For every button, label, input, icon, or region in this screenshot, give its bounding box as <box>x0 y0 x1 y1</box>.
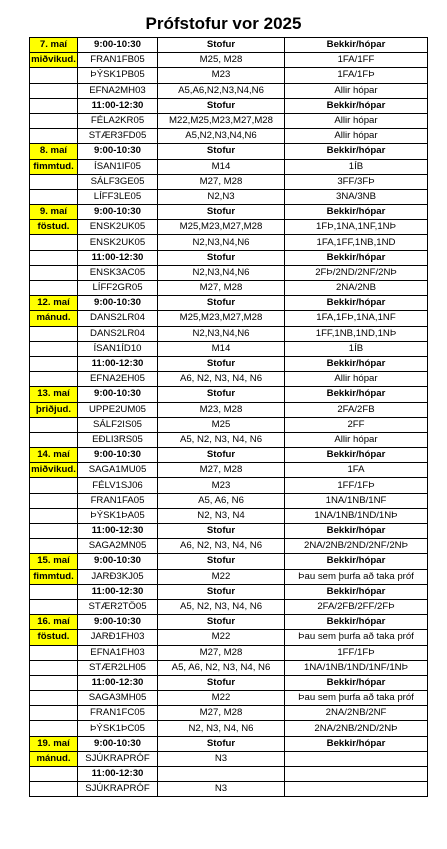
rooms-cell: M27, M28 <box>158 174 285 189</box>
course-code-cell: EFNA2EH05 <box>78 372 158 387</box>
date-cell: 12. maí <box>30 296 78 311</box>
rooms-cell: M23, M28 <box>158 402 285 417</box>
course-code-cell: FRAN1FC05 <box>78 706 158 721</box>
course-code-cell: JARÐ1FH03 <box>78 630 158 645</box>
rooms-cell: M27, M28 <box>158 706 285 721</box>
groups-cell: Allir hópar <box>285 372 428 387</box>
exam-row <box>30 539 428 554</box>
rooms-cell: Stofur <box>158 675 285 690</box>
course-code-cell: SAGA1MU05 <box>78 463 158 478</box>
groups-cell: Bekkir/hópar <box>285 205 428 220</box>
course-code-cell: SJÚKRAPRÓF <box>78 751 158 766</box>
groups-cell: 2NA/2NB/2NF <box>285 706 428 721</box>
exam-row <box>30 220 428 235</box>
groups-cell: 1FF/1FÞ <box>285 478 428 493</box>
exam-row <box>30 341 428 356</box>
date-cell: fimmtud. <box>30 159 78 174</box>
exam-row <box>30 706 428 721</box>
course-code-cell: SJÚKRAPRÓF <box>78 782 158 797</box>
course-code-cell: SÁLF2IS05 <box>78 417 158 432</box>
date-cell <box>30 372 78 387</box>
rooms-cell: M22,M25,M23,M27,M28 <box>158 113 285 128</box>
rooms-cell: Stofur <box>158 98 285 113</box>
session-header-row <box>30 524 428 539</box>
groups-cell: 2FA/2FB/2FF/2FÞ <box>285 599 428 614</box>
rooms-cell: M22 <box>158 630 285 645</box>
date-cell <box>30 478 78 493</box>
date-cell <box>30 83 78 98</box>
course-code-cell: ÍSAN1IF05 <box>78 159 158 174</box>
rooms-cell: M27, M28 <box>158 463 285 478</box>
date-cell <box>30 767 78 782</box>
groups-cell: Bekkir/hópar <box>285 296 428 311</box>
groups-cell: Bekkir/hópar <box>285 675 428 690</box>
rooms-cell: A5,A6,N2,N3,N4,N6 <box>158 83 285 98</box>
course-code-cell: ÞÝSK1PB05 <box>78 68 158 83</box>
exam-schedule-table <box>29 37 428 797</box>
exam-row <box>30 508 428 523</box>
rooms-cell: M25,M23,M27,M28 <box>158 220 285 235</box>
date-cell: þriðjud. <box>30 402 78 417</box>
exam-row <box>30 265 428 280</box>
course-code-cell: LÍFF2GR05 <box>78 281 158 296</box>
rooms-cell: N2, N3, N4 <box>158 508 285 523</box>
groups-cell: Þau sem þurfa að taka próf <box>285 630 428 645</box>
groups-cell: Þau sem þurfa að taka próf <box>285 691 428 706</box>
course-code-cell: FÉLV1SJ06 <box>78 478 158 493</box>
time-slot-cell: 9:00-10:30 <box>78 448 158 463</box>
exam-row <box>30 311 428 326</box>
session-header-row <box>30 767 428 782</box>
rooms-cell: M25, M28 <box>158 53 285 68</box>
groups-cell: 1FÞ,1NA,1NF,1NÞ <box>285 220 428 235</box>
date-cell: 7. maí <box>30 38 78 53</box>
date-cell <box>30 432 78 447</box>
session-header-row <box>30 615 428 630</box>
course-code-cell: STÆR2LH05 <box>78 660 158 675</box>
course-code-cell: EFNA1FH03 <box>78 645 158 660</box>
session-header-row <box>30 448 428 463</box>
groups-cell: Bekkir/hópar <box>285 524 428 539</box>
groups-cell: Bekkir/hópar <box>285 584 428 599</box>
time-slot-cell: 11:00-12:30 <box>78 767 158 782</box>
exam-row <box>30 174 428 189</box>
groups-cell: Allir hópar <box>285 83 428 98</box>
rooms-cell: Stofur <box>158 736 285 751</box>
groups-cell: Bekkir/hópar <box>285 736 428 751</box>
date-cell <box>30 660 78 675</box>
course-code-cell: SAGA2MN05 <box>78 539 158 554</box>
exam-row <box>30 569 428 584</box>
date-cell: miðvikud. <box>30 53 78 68</box>
rooms-cell: A6, N2, N3, N4, N6 <box>158 539 285 554</box>
groups-cell <box>285 767 428 782</box>
groups-cell: Bekkir/hópar <box>285 38 428 53</box>
rooms-cell: A5, A6, N6 <box>158 493 285 508</box>
groups-cell: 2FA/2FB <box>285 402 428 417</box>
course-code-cell: ENSK2UK05 <box>78 235 158 250</box>
exam-row <box>30 235 428 250</box>
groups-cell: 2NA/2NB/2ND/2NÞ <box>285 721 428 736</box>
time-slot-cell: 9:00-10:30 <box>78 736 158 751</box>
date-cell: 14. maí <box>30 448 78 463</box>
rooms-cell: M23 <box>158 478 285 493</box>
date-cell <box>30 782 78 797</box>
exam-row <box>30 417 428 432</box>
date-cell: mánud. <box>30 311 78 326</box>
course-code-cell: ÍSAN1ÍD10 <box>78 341 158 356</box>
date-cell <box>30 189 78 204</box>
course-code-cell: ENSK2UK05 <box>78 220 158 235</box>
groups-cell: Bekkir/hópar <box>285 554 428 569</box>
groups-cell: 3NA/3NB <box>285 189 428 204</box>
rooms-cell: M27, M28 <box>158 281 285 296</box>
groups-cell <box>285 782 428 797</box>
exam-row <box>30 53 428 68</box>
rooms-cell: N3 <box>158 751 285 766</box>
course-code-cell: ENSK3AC05 <box>78 265 158 280</box>
course-code-cell: EFNA2MH03 <box>78 83 158 98</box>
date-cell <box>30 584 78 599</box>
groups-cell: 2FÞ/2ND/2NF/2NÞ <box>285 265 428 280</box>
rooms-cell: A5, A6, N2, N3, N4, N6 <box>158 660 285 675</box>
exam-row <box>30 630 428 645</box>
rooms-cell: Stofur <box>158 250 285 265</box>
exam-row <box>30 432 428 447</box>
time-slot-cell: 11:00-12:30 <box>78 524 158 539</box>
exam-row <box>30 68 428 83</box>
rooms-cell: Stofur <box>158 584 285 599</box>
groups-cell: 1ÍB <box>285 341 428 356</box>
groups-cell: Bekkir/hópar <box>285 144 428 159</box>
date-cell: 15. maí <box>30 554 78 569</box>
time-slot-cell: 9:00-10:30 <box>78 38 158 53</box>
exam-row <box>30 478 428 493</box>
groups-cell: 1ÍB <box>285 159 428 174</box>
time-slot-cell: 9:00-10:30 <box>78 554 158 569</box>
session-header-row <box>30 296 428 311</box>
groups-cell: Allir hópar <box>285 432 428 447</box>
date-cell <box>30 524 78 539</box>
course-code-cell: EÐLI3RS05 <box>78 432 158 447</box>
time-slot-cell: 9:00-10:30 <box>78 387 158 402</box>
course-code-cell: DANS2LR04 <box>78 311 158 326</box>
date-cell <box>30 265 78 280</box>
date-cell <box>30 174 78 189</box>
date-cell <box>30 250 78 265</box>
course-code-cell: ÞÝSK1ÞC05 <box>78 721 158 736</box>
course-code-cell: SAGA3MH05 <box>78 691 158 706</box>
groups-cell: Allir hópar <box>285 113 428 128</box>
date-cell <box>30 356 78 371</box>
groups-cell: Bekkir/hópar <box>285 250 428 265</box>
course-code-cell: DANS2LR04 <box>78 326 158 341</box>
exam-row <box>30 326 428 341</box>
rooms-cell: M23 <box>158 68 285 83</box>
time-slot-cell: 9:00-10:30 <box>78 205 158 220</box>
date-cell <box>30 645 78 660</box>
rooms-cell: Stofur <box>158 615 285 630</box>
course-code-cell: UPPE2UM05 <box>78 402 158 417</box>
exam-row <box>30 493 428 508</box>
time-slot-cell: 11:00-12:30 <box>78 675 158 690</box>
page-title: Prófstofur vor 2025 <box>145 14 302 33</box>
groups-cell: 3FF/3FÞ <box>285 174 428 189</box>
exam-row <box>30 599 428 614</box>
course-code-cell: FRAN1FA05 <box>78 493 158 508</box>
course-code-cell: LÍFF3LE05 <box>78 189 158 204</box>
groups-cell: Bekkir/hópar <box>285 448 428 463</box>
exam-row <box>30 721 428 736</box>
groups-cell <box>285 751 428 766</box>
time-slot-cell: 11:00-12:30 <box>78 356 158 371</box>
rooms-cell: M14 <box>158 159 285 174</box>
date-cell <box>30 326 78 341</box>
groups-cell: 1NA/1NB/1NF <box>285 493 428 508</box>
groups-cell: 1FA/1FF <box>285 53 428 68</box>
groups-cell: 1FF/1FÞ <box>285 645 428 660</box>
date-cell <box>30 98 78 113</box>
exam-row <box>30 189 428 204</box>
course-code-cell: JARÐ3KJ05 <box>78 569 158 584</box>
exam-row <box>30 402 428 417</box>
groups-cell: 2FF <box>285 417 428 432</box>
session-header-row <box>30 356 428 371</box>
rooms-cell: N2,N3 <box>158 189 285 204</box>
date-cell <box>30 341 78 356</box>
rooms-cell: A5, N2, N3, N4, N6 <box>158 432 285 447</box>
rooms-cell: N2, N3, N4, N6 <box>158 721 285 736</box>
rooms-cell: N2,N3,N4,N6 <box>158 235 285 250</box>
course-code-cell: ÞÝSK1ÞA05 <box>78 508 158 523</box>
session-header-row <box>30 250 428 265</box>
rooms-cell: M14 <box>158 341 285 356</box>
groups-cell: Bekkir/hópar <box>285 615 428 630</box>
date-cell <box>30 113 78 128</box>
rooms-cell: M25,M23,M27,M28 <box>158 311 285 326</box>
groups-cell: 1NA/1NB/1ND/1NF/1NÞ <box>285 660 428 675</box>
time-slot-cell: 11:00-12:30 <box>78 250 158 265</box>
rooms-cell: N2,N3,N4,N6 <box>158 265 285 280</box>
groups-cell: 2NA/2NB/2ND/2NF/2NÞ <box>285 539 428 554</box>
groups-cell: 1FF,1NB,1ND,1NÞ <box>285 326 428 341</box>
rooms-cell <box>158 767 285 782</box>
course-code-cell: FRAN1FB05 <box>78 53 158 68</box>
rooms-cell: Stofur <box>158 524 285 539</box>
course-code-cell: STÆR3FD05 <box>78 129 158 144</box>
date-cell: föstud. <box>30 630 78 645</box>
session-header-row <box>30 205 428 220</box>
session-header-row <box>30 584 428 599</box>
schedule-body <box>30 38 428 797</box>
rooms-cell: Stofur <box>158 356 285 371</box>
exam-row <box>30 645 428 660</box>
date-cell: 19. maí <box>30 736 78 751</box>
exam-row <box>30 691 428 706</box>
groups-cell: 1FA,1FF,1NB,1ND <box>285 235 428 250</box>
exam-row <box>30 129 428 144</box>
rooms-cell: M25 <box>158 417 285 432</box>
exam-row <box>30 281 428 296</box>
session-header-row <box>30 387 428 402</box>
rooms-cell: A6, N2, N3, N4, N6 <box>158 372 285 387</box>
exam-row <box>30 751 428 766</box>
rooms-cell: N2,N3,N4,N6 <box>158 326 285 341</box>
groups-cell: Bekkir/hópar <box>285 356 428 371</box>
time-slot-cell: 9:00-10:30 <box>78 615 158 630</box>
groups-cell: Allir hópar <box>285 129 428 144</box>
date-cell: fimmtud. <box>30 569 78 584</box>
time-slot-cell: 9:00-10:30 <box>78 296 158 311</box>
rooms-cell: M22 <box>158 569 285 584</box>
date-cell <box>30 235 78 250</box>
session-header-row <box>30 675 428 690</box>
groups-cell: Bekkir/hópar <box>285 98 428 113</box>
rooms-cell: M22 <box>158 691 285 706</box>
time-slot-cell: 11:00-12:30 <box>78 584 158 599</box>
date-cell <box>30 599 78 614</box>
rooms-cell: Stofur <box>158 144 285 159</box>
groups-cell: Bekkir/hópar <box>285 387 428 402</box>
date-cell <box>30 493 78 508</box>
date-cell: 8. maí <box>30 144 78 159</box>
date-cell <box>30 539 78 554</box>
rooms-cell: Stofur <box>158 554 285 569</box>
rooms-cell: A5,N2,N3,N4,N6 <box>158 129 285 144</box>
exam-row <box>30 159 428 174</box>
date-cell: 13. maí <box>30 387 78 402</box>
date-cell: 9. maí <box>30 205 78 220</box>
date-cell <box>30 281 78 296</box>
rooms-cell: Stofur <box>158 448 285 463</box>
course-code-cell: STÆR2TÖ05 <box>78 599 158 614</box>
session-header-row <box>30 554 428 569</box>
date-cell <box>30 675 78 690</box>
date-cell <box>30 691 78 706</box>
rooms-cell: N3 <box>158 782 285 797</box>
groups-cell: 1FA,1FÞ,1NA,1NF <box>285 311 428 326</box>
session-header-row <box>30 38 428 53</box>
date-cell: 16. maí <box>30 615 78 630</box>
rooms-cell: Stofur <box>158 387 285 402</box>
exam-row <box>30 372 428 387</box>
rooms-cell: Stofur <box>158 38 285 53</box>
groups-cell: 1FA/1FÞ <box>285 68 428 83</box>
date-cell <box>30 721 78 736</box>
rooms-cell: Stofur <box>158 296 285 311</box>
exam-row <box>30 83 428 98</box>
time-slot-cell: 9:00-10:30 <box>78 144 158 159</box>
time-slot-cell: 11:00-12:30 <box>78 98 158 113</box>
course-code-cell: FÉLA2KR05 <box>78 113 158 128</box>
date-cell <box>30 508 78 523</box>
course-code-cell: SÁLF3GE05 <box>78 174 158 189</box>
session-header-row <box>30 144 428 159</box>
exam-row <box>30 660 428 675</box>
exam-row <box>30 782 428 797</box>
rooms-cell: A5, N2, N3, N4, N6 <box>158 599 285 614</box>
groups-cell: Þau sem þurfa að taka próf <box>285 569 428 584</box>
date-cell: föstud. <box>30 220 78 235</box>
exam-row <box>30 463 428 478</box>
rooms-cell: Stofur <box>158 205 285 220</box>
groups-cell: 1FA <box>285 463 428 478</box>
rooms-cell: M27, M28 <box>158 645 285 660</box>
date-cell <box>30 706 78 721</box>
groups-cell: 1NA/1NB/1ND/1NÞ <box>285 508 428 523</box>
session-header-row <box>30 736 428 751</box>
date-cell: miðvikud. <box>30 463 78 478</box>
date-cell <box>30 68 78 83</box>
groups-cell: 2NA/2NB <box>285 281 428 296</box>
date-cell <box>30 417 78 432</box>
session-header-row <box>30 98 428 113</box>
date-cell <box>30 129 78 144</box>
exam-row <box>30 113 428 128</box>
date-cell: mánud. <box>30 751 78 766</box>
